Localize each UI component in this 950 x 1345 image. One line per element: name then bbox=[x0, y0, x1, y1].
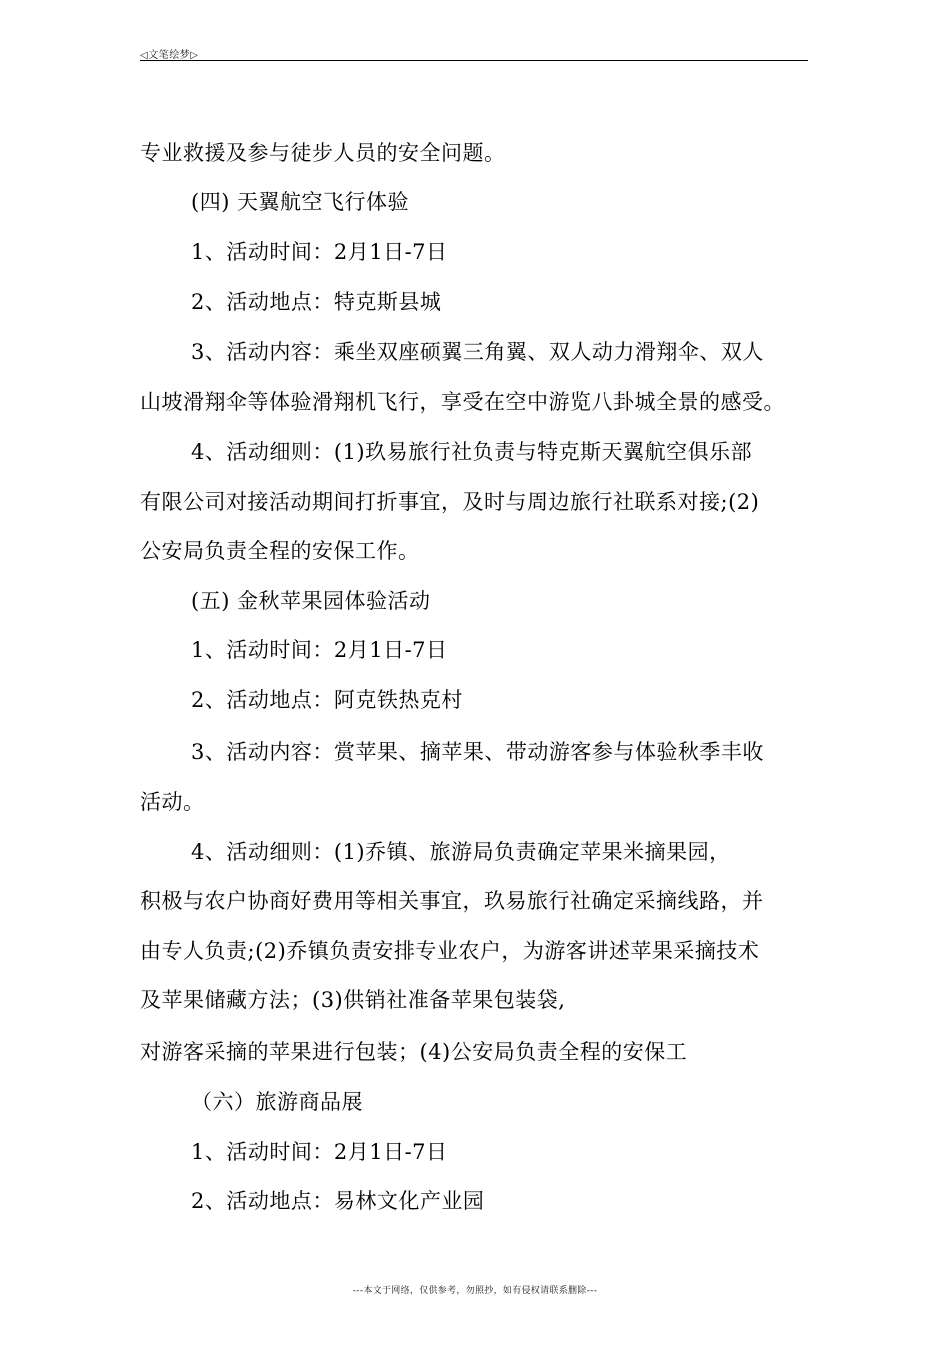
body-line: 1、活动时间：2月1日-7日 bbox=[191, 240, 448, 264]
body-line: 1、活动时间：2月1日-7日 bbox=[191, 638, 448, 662]
body-line: 有限公司对接活动期间打折事宜，及时与周边旅行社联系对接;(2) bbox=[140, 490, 760, 514]
body-line: 公安局负责全程的安保工作。 bbox=[140, 539, 420, 563]
body-line: 积极与农户协商好费用等相关事宜，玖易旅行社确定采摘线路，并 bbox=[140, 889, 764, 913]
header-divider bbox=[140, 60, 808, 61]
body-line: 4、活动细则：(1)玖易旅行社负责与特克斯天翼航空俱乐部 bbox=[191, 440, 753, 464]
body-line: 山坡滑翔伞等体验滑翔机飞行，享受在空中游览八卦城全景的感受。 bbox=[140, 390, 785, 414]
body-line: 3、活动内容：乘坐双座硕翼三角翼、双人动力滑翔伞、双人 bbox=[191, 340, 764, 364]
footer-disclaimer: ---本文于网络，仅供参考，勿照抄，如有侵权请联系删除--- bbox=[352, 1286, 598, 1296]
body-line: 由专人负责;(2)乔镇负责安排专业农户，为游客讲述苹果采摘技术 bbox=[140, 939, 760, 963]
body-line: 对游客采摘的苹果进行包装；(4)公安局负责全程的安保工 bbox=[140, 1040, 688, 1064]
section-heading-5: (五) 金秋苹果园体验活动 bbox=[191, 589, 431, 613]
section-heading-6: （六）旅游商品展 bbox=[191, 1090, 363, 1114]
body-line: 2、活动地点：特克斯县城 bbox=[191, 290, 442, 314]
body-line: 活动。 bbox=[140, 790, 205, 814]
body-line: 及苹果储藏方法；(3)供销社准备苹果包装袋, bbox=[140, 988, 566, 1012]
body-line: 2、活动地点：易林文化产业园 bbox=[191, 1189, 485, 1213]
body-line: 2、活动地点：阿克铁热克村 bbox=[191, 688, 463, 712]
header-logo-text: ◁文笔绘梦▷ bbox=[140, 50, 199, 61]
body-line: 4、活动细则：(1)乔镇、旅游局负责确定苹果米摘果园， bbox=[191, 840, 731, 864]
body-line: 3、活动内容：赏苹果、摘苹果、带动游客参与体验秋季丰收 bbox=[191, 740, 764, 764]
body-line: 专业救援及参与徒步人员的安全问题。 bbox=[140, 141, 506, 165]
body-line: 1、活动时间：2月1日-7日 bbox=[191, 1140, 448, 1164]
section-heading-4: (四) 天翼航空飞行体验 bbox=[191, 190, 410, 214]
